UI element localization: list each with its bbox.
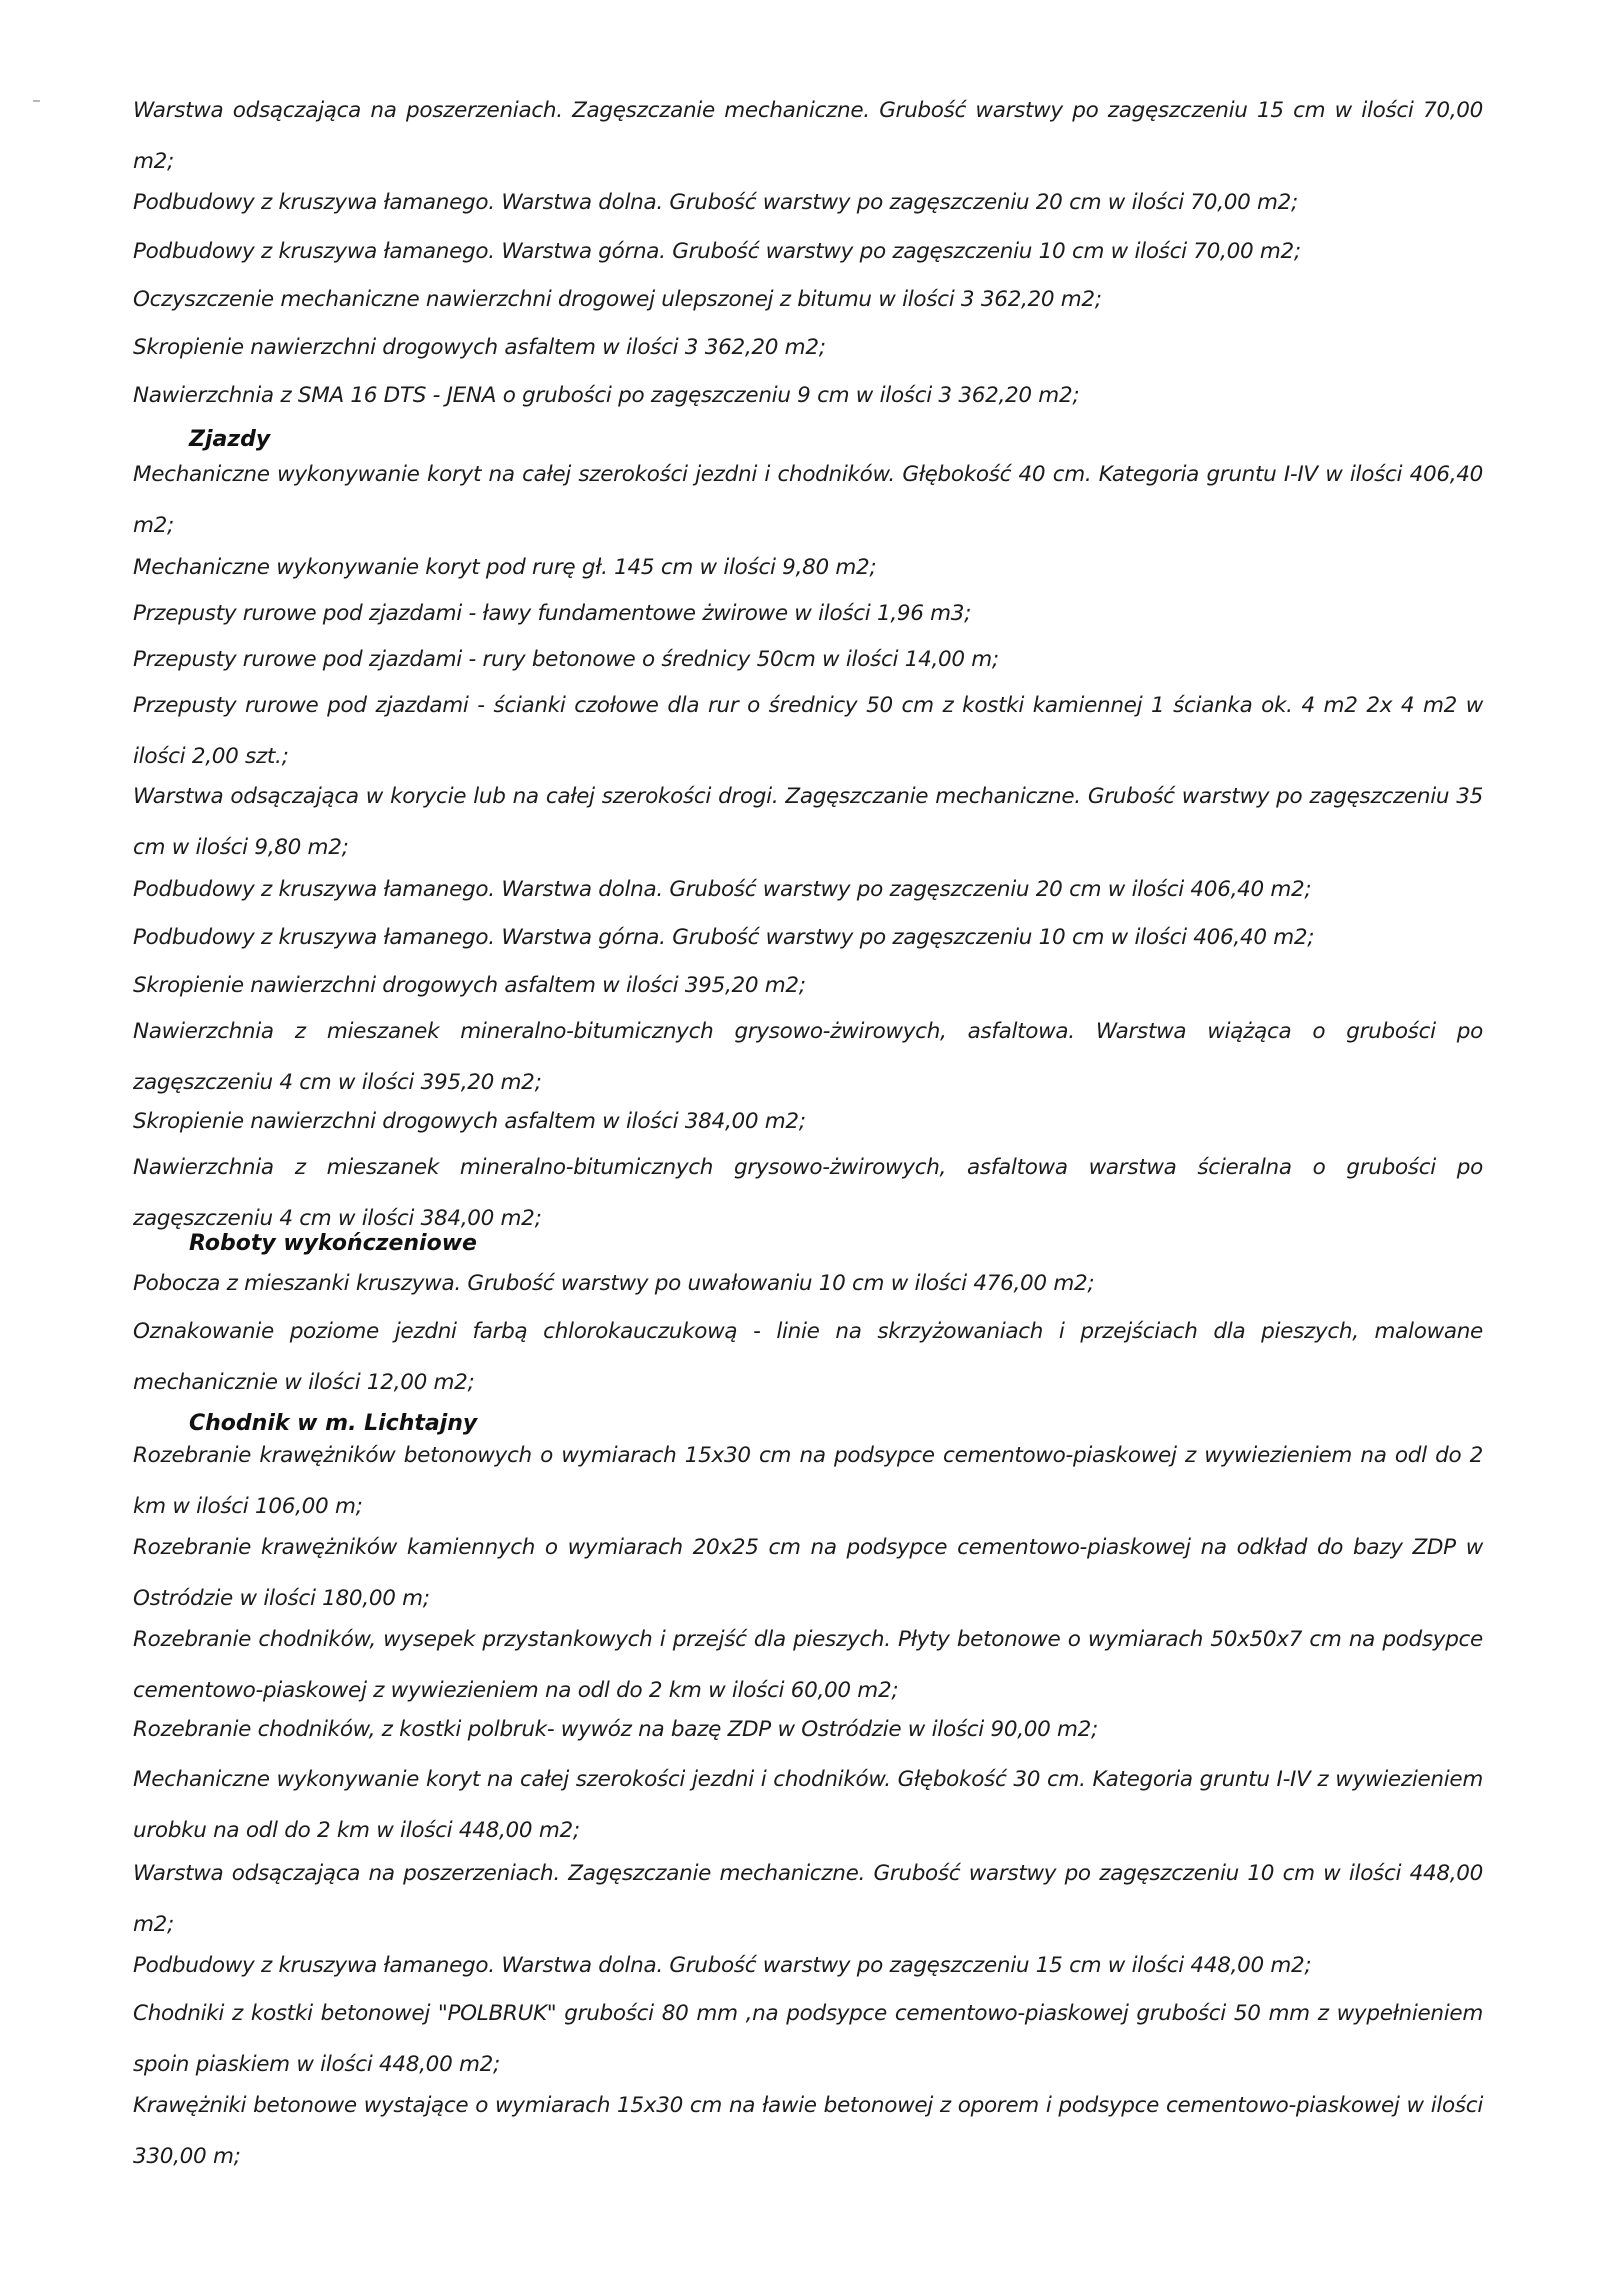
- item-paragraph: Warstwa odsączająca na poszerzeniach. Zagęszczanie mechaniczne. Grubość warstwy po zagęszczeniu 15 cm w ilości 70,00 m2;: [133, 98, 1483, 174]
- section-heading-zjazdy: Zjazdy: [189, 427, 271, 452]
- item-paragraph: Podbudowy z kruszywa łamanego. Warstwa górna. Grubość warstwy po zagęszczeniu 10 cm w ilości 406,40 m2;: [133, 925, 1315, 950]
- item-paragraph: Warstwa odsączająca na poszerzeniach. Zagęszczanie mechaniczne. Grubość warstwy po zagęszczeniu 10 cm w ilości 448,00 m2;: [133, 1861, 1483, 1937]
- item-paragraph: Mechaniczne wykonywanie koryt na całej szerokości jezdni i chodników. Głębokość 30 cm. Kategoria gruntu I-IV z wywiezieniem urobku na odl do 2 km w ilości 448,00 m2;: [133, 1767, 1483, 1843]
- item-paragraph: Przepusty rurowe pod zjazdami - rury betonowe o średnicy 50cm w ilości 14,00 m;: [133, 647, 999, 672]
- scan-speck: [33, 100, 40, 102]
- item-paragraph: Rozebranie chodników, wysepek przystankowych i przejść dla pieszych. Płyty betonowe o wymiarach 50x50x7 cm na podsypce cementowo-piaskowej z wywiezieniem na odl do 2 km w ilości 60,00 m2;: [133, 1627, 1483, 1703]
- item-paragraph: Skropienie nawierzchni drogowych asfaltem w ilości 3 362,20 m2;: [133, 335, 826, 360]
- item-paragraph: Skropienie nawierzchni drogowych asfaltem w ilości 384,00 m2;: [133, 1109, 806, 1134]
- item-paragraph: Krawężniki betonowe wystające o wymiarach 15x30 cm na ławie betonowej z oporem i podsypce cementowo-piaskowej w ilości 330,00 m;: [133, 2093, 1483, 2169]
- item-paragraph: Przepusty rurowe pod zjazdami - ławy fundamentowe żwirowe w ilości 1,96 m3;: [133, 601, 972, 626]
- item-paragraph: Pobocza z mieszanki kruszywa. Grubość warstwy po uwałowaniu 10 cm w ilości 476,00 m2;: [133, 1271, 1095, 1296]
- item-paragraph: Rozebranie krawężników betonowych o wymiarach 15x30 cm na podsypce cementowo-piaskowej z wywiezieniem na odl do 2 km w ilości 106,00 m;: [133, 1443, 1483, 1519]
- item-paragraph: Chodniki z kostki betonowej "POLBRUK" grubości 80 mm ,na podsypce cementowo-piaskowej grubości 50 mm z wypełnieniem spoin piaskiem w ilości 448,00 m2;: [133, 2001, 1483, 2077]
- item-paragraph: Nawierzchnia z mieszanek mineralno-bitumicznych grysowo-żwirowych, asfaltowa warstwa ścieralna o grubości po zagęszczeniu 4 cm w ilości 384,00 m2;: [133, 1155, 1483, 1231]
- item-paragraph: Rozebranie krawężników kamiennych o wymiarach 20x25 cm na podsypce cementowo-piaskowej na odkład do bazy ZDP w Ostródzie w ilości 180,00 m;: [133, 1535, 1483, 1611]
- item-paragraph: Mechaniczne wykonywanie koryt pod rurę gł. 145 cm w ilości 9,80 m2;: [133, 555, 877, 580]
- item-paragraph: Oznakowanie poziome jezdni farbą chlorokauczukową - linie na skrzyżowaniach i przejściach dla pieszych, malowane mechanicznie w ilości 12,00 m2;: [133, 1319, 1483, 1395]
- item-paragraph: Podbudowy z kruszywa łamanego. Warstwa dolna. Grubość warstwy po zagęszczeniu 20 cm w ilości 406,40 m2;: [133, 877, 1312, 902]
- item-paragraph: Warstwa odsączająca w korycie lub na całej szerokości drogi. Zagęszczanie mechaniczne. Grubość warstwy po zagęszczeniu 35 cm w ilości 9,80 m2;: [133, 784, 1483, 860]
- item-paragraph: Nawierzchnia z mieszanek mineralno-bitumicznych grysowo-żwirowych, asfaltowa. Warstwa wiążąca o grubości po zagęszczeniu 4 cm w ilości 395,20 m2;: [133, 1019, 1483, 1095]
- item-paragraph: Rozebranie chodników, z kostki polbruk- wywóz na bazę ZDP w Ostródzie w ilości 90,00 m2;: [133, 1717, 1098, 1742]
- item-paragraph: Podbudowy z kruszywa łamanego. Warstwa dolna. Grubość warstwy po zagęszczeniu 20 cm w ilości 70,00 m2;: [133, 190, 1298, 215]
- item-paragraph: Mechaniczne wykonywanie koryt na całej szerokości jezdni i chodników. Głębokość 40 cm. Kategoria gruntu I-IV w ilości 406,40 m2;: [133, 462, 1483, 538]
- section-heading-roboty-wykonczeniowe: Roboty wykończeniowe: [189, 1231, 477, 1256]
- item-paragraph: Oczyszczenie mechaniczne nawierzchni drogowej ulepszonej z bitumu w ilości 3 362,20 m2;: [133, 287, 1102, 312]
- item-paragraph: Przepusty rurowe pod zjazdami - ścianki czołowe dla rur o średnicy 50 cm z kostki kamiennej 1 ścianka ok. 4 m2 2x 4 m2 w ilości 2,00 szt.;: [133, 693, 1483, 769]
- section-heading-chodnik-lichtajny: Chodnik w m. Lichtajny: [189, 1411, 478, 1436]
- item-paragraph: Nawierzchnia z SMA 16 DTS - JENA o grubości po zagęszczeniu 9 cm w ilości 3 362,20 m2;: [133, 383, 1080, 408]
- item-paragraph: Skropienie nawierzchni drogowych asfaltem w ilości 395,20 m2;: [133, 973, 806, 998]
- item-paragraph: Podbudowy z kruszywa łamanego. Warstwa dolna. Grubość warstwy po zagęszczeniu 15 cm w ilości 448,00 m2;: [133, 1953, 1312, 1978]
- item-paragraph: Podbudowy z kruszywa łamanego. Warstwa górna. Grubość warstwy po zagęszczeniu 10 cm w ilości 70,00 m2;: [133, 239, 1301, 264]
